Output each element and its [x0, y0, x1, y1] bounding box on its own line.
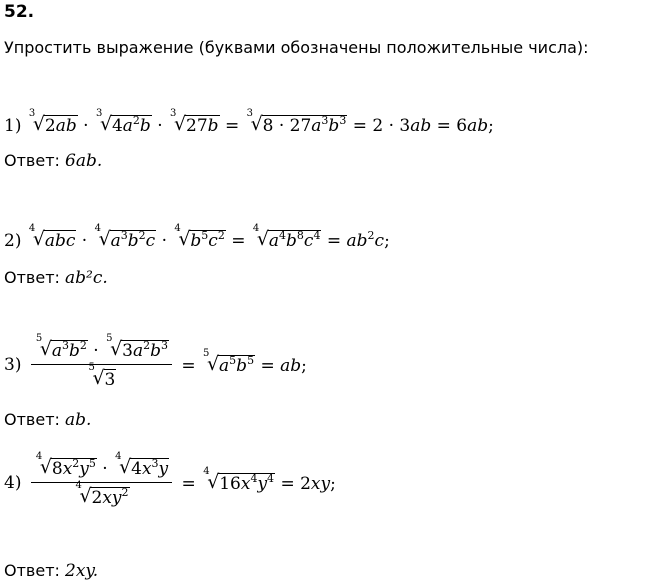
expression-1: 1) 3 √ 2ab · 3 √ $4a^2b$ · 3 √ 27b = 3 √ $8 \cdot 27a^3b^3 = 2 \cdot 3ab = 6ab$; — [4, 108, 494, 136]
answer-3: Ответ: ab. — [4, 410, 92, 430]
answer-2: Ответ: ab²c. — [4, 268, 108, 288]
expression-3: 3) 5 √ $a^3b^2$ · 5 √ $3a^2b^3$ 5 √ 3 = 5 √ $a^5b^5$ = ab; — [4, 333, 307, 390]
expression-4: 4) 4 √ $8x^2y^5$ · 4 √ $4x^3y$ 4 √ $2xy^2$ = 4 √ $16x^4y^4 = 2xy$; — [4, 451, 336, 508]
problem-number: 52. — [4, 2, 35, 22]
expression-2: 2) 4 √ abc · 4 √ $a^3b^2c$ · 4 √ $b^5c^2$ = 4 √ $a^4b^8c^4 = ab^2c$; — [4, 223, 390, 251]
instruction: Упростить выражение (буквами обозначены положительные числа): — [4, 38, 589, 57]
answer-4: Ответ: 2xy. — [4, 561, 99, 581]
answer-1: Ответ: 6ab. — [4, 151, 103, 171]
